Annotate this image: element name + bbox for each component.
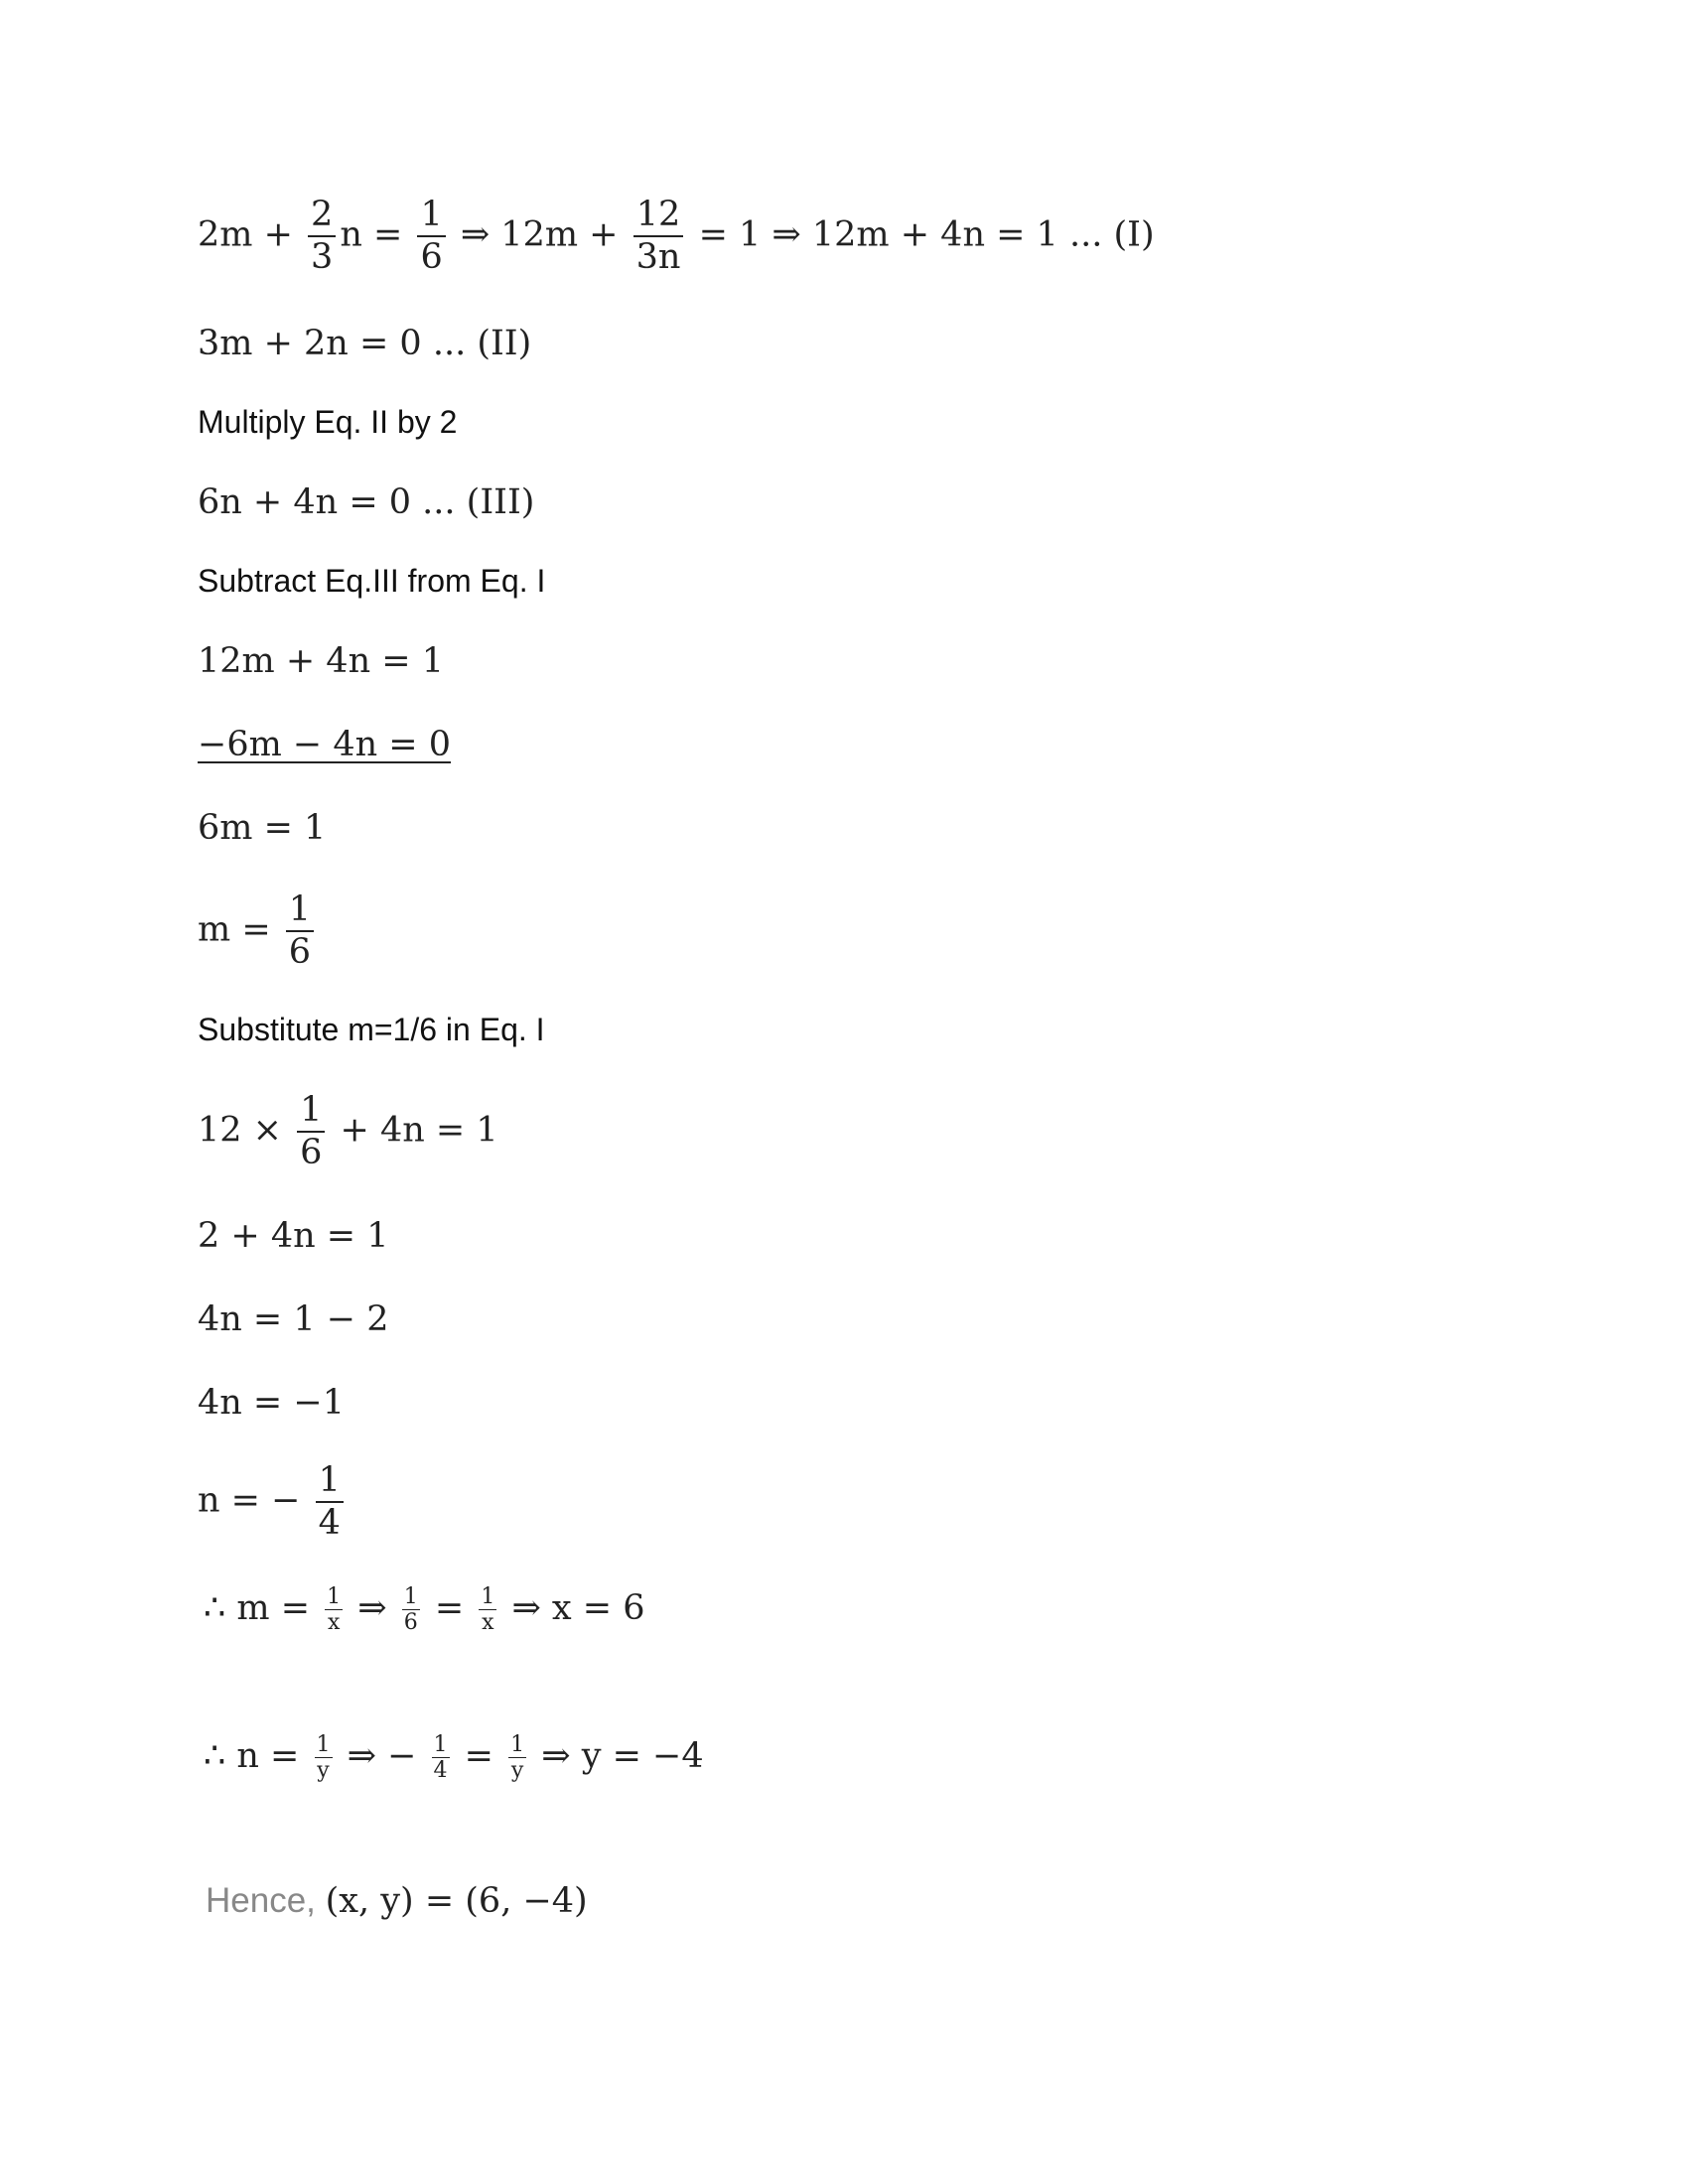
step-1: 12m + 4n = 1 <box>198 641 444 681</box>
final-answer <box>206 1881 588 1921</box>
denominator: 3n <box>635 236 681 277</box>
fraction-1-y <box>315 1733 333 1782</box>
fraction-1-6 <box>402 1585 420 1634</box>
step-5-part: 12 × <box>198 1110 294 1151</box>
equation-3: 6n + 4n = 0 ... (III) <box>198 482 535 522</box>
numerator: 12 <box>633 197 684 237</box>
denominator: x <box>482 1610 494 1636</box>
step-11-part: ∴ n = <box>204 1736 311 1777</box>
numerator: 1 <box>316 1732 331 1757</box>
numerator: 2 <box>308 197 336 237</box>
step-3: 6m = 1 <box>198 808 327 848</box>
fraction-1-4 <box>432 1733 450 1782</box>
numerator: 1 <box>510 1732 525 1757</box>
denominator: y <box>510 1758 524 1784</box>
final-label: Hence, <box>206 1881 326 1920</box>
denominator: 3 <box>311 236 334 277</box>
step-6: 2 + 4n = 1 <box>198 1216 389 1256</box>
denominator: x <box>327 1610 341 1636</box>
numerator: 1 <box>327 1584 342 1609</box>
eq1-part: ⇒ 12m + 4n = 1 <box>772 214 1069 255</box>
numerator: 1 <box>297 1092 325 1133</box>
fraction-12-3n <box>633 197 684 276</box>
fraction-1-6 <box>417 197 445 276</box>
final-expression: (x, y) = (6, −4) <box>325 1881 588 1921</box>
numerator: 1 <box>316 1462 344 1503</box>
step-10-part: ⇒ <box>347 1588 398 1629</box>
numerator: 1 <box>481 1584 495 1609</box>
numerator: 1 <box>417 197 445 237</box>
step-11-part: ⇒ − <box>336 1736 428 1777</box>
denominator: 6 <box>300 1132 323 1172</box>
equation-1 <box>198 197 1155 276</box>
denominator: 6 <box>288 931 312 972</box>
denominator: y <box>317 1758 330 1784</box>
fraction-1-x <box>479 1585 496 1634</box>
denominator: 6 <box>403 1610 418 1636</box>
step-10 <box>204 1585 645 1634</box>
step-11-part: = <box>453 1736 505 1777</box>
fraction-1-x <box>325 1585 343 1634</box>
denominator: 4 <box>318 1502 341 1543</box>
instruction-subtract: Subtract Eq.III from Eq. I <box>198 563 546 599</box>
step-5-part: + 4n = 1 <box>329 1110 498 1151</box>
fraction-1-6 <box>286 891 314 971</box>
eq1-part: = 1 <box>687 214 773 255</box>
fraction-1-4 <box>316 1462 344 1542</box>
numerator: 1 <box>286 891 314 932</box>
eq1-part: ⇒ 12m + <box>449 214 630 255</box>
step-10-part: = <box>423 1588 476 1629</box>
fraction-1-y <box>508 1733 526 1782</box>
step-10-part: ∴ m = <box>204 1588 322 1629</box>
numerator: 1 <box>403 1584 418 1609</box>
step-4 <box>198 891 318 971</box>
eq1-label: ... (I) <box>1068 214 1155 255</box>
step-4-part: m = <box>198 909 282 950</box>
fraction-1-6 <box>297 1092 325 1171</box>
step-5 <box>198 1092 498 1171</box>
denominator: 4 <box>433 1758 448 1784</box>
step-9-part: n = − <box>198 1480 312 1521</box>
numerator: 1 <box>433 1732 448 1757</box>
instruction-substitute: Substitute m=1/6 in Eq. I <box>198 1012 545 1047</box>
eq1-part: 2m + <box>198 214 305 255</box>
fraction-2-3 <box>308 197 336 276</box>
step-8: 4n = −1 <box>198 1383 345 1423</box>
step-9 <box>198 1462 348 1542</box>
equation-2: 3m + 2n = 0 ... (II) <box>198 324 532 363</box>
step-2-underlined: −6m − 4n = 0 <box>198 725 452 764</box>
step-11-part: ⇒ y = −4 <box>530 1736 704 1777</box>
step-7: 4n = 1 − 2 <box>198 1299 389 1339</box>
step-10-part: ⇒ x = 6 <box>500 1588 645 1629</box>
step-11 <box>204 1733 704 1782</box>
instruction-multiply: Multiply Eq. II by 2 <box>198 404 458 440</box>
denominator: 6 <box>420 236 443 277</box>
eq1-part: n = <box>340 214 414 255</box>
